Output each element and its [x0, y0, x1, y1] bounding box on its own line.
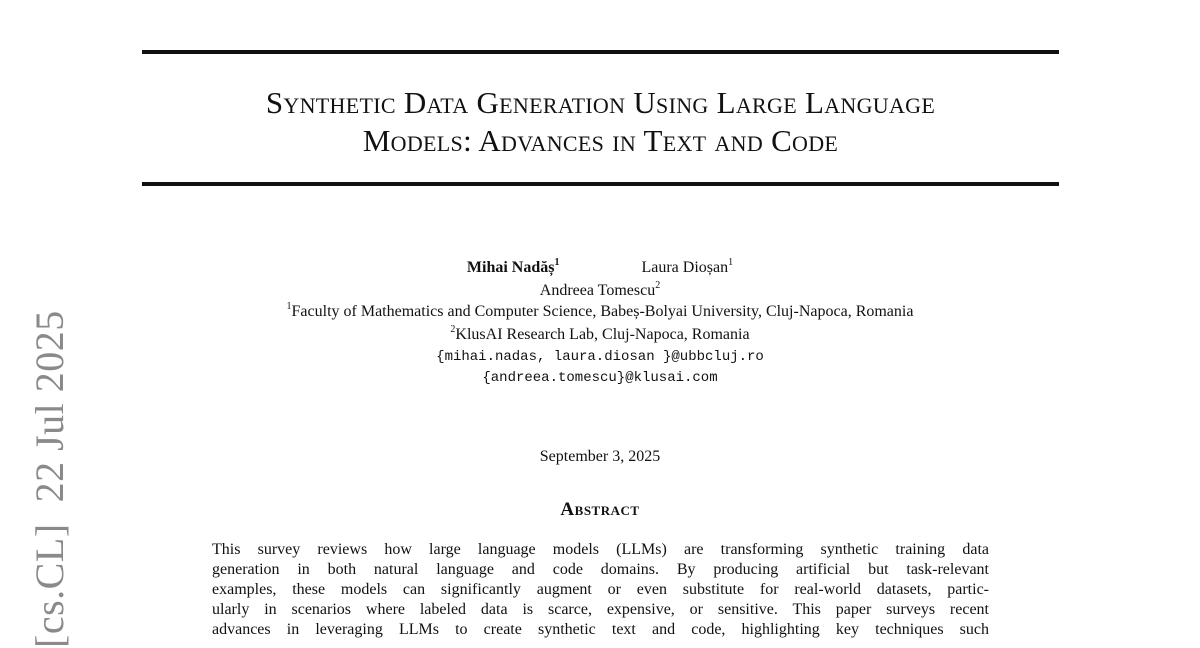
abstract-body	[212, 540, 989, 640]
author-row-1	[0, 256, 1200, 279]
paper-title	[142, 84, 1059, 160]
title-bottom-rule	[142, 182, 1059, 186]
title-line-1: Synthetic Data Generation Using Large Language	[265, 85, 936, 120]
abstract-line: ularly in scenarios where labeled data is scarce, expensive, or sensitive. This paper surveys recent	[212, 601, 989, 618]
arxiv-category: [cs.CL]	[27, 523, 72, 648]
affiliation-2: $^2$KlusAI Research Lab, Cluj-Napoca, Romania	[450, 323, 750, 343]
arxiv-side-stamp	[28, 310, 72, 648]
author-row-2	[0, 279, 1200, 302]
email-line-2: {andreea.tomescu}@klusai.com	[482, 370, 718, 386]
paper-date: September 3, 2025	[539, 448, 661, 465]
arxiv-date: 22 Jul 2025	[27, 310, 72, 503]
title-top-rule	[142, 50, 1059, 54]
abstract-heading: Abstract	[560, 499, 640, 520]
author-name: Laura Dioșan$^1$	[641, 256, 734, 276]
author-name: Andreea Tomescu$^2$	[539, 279, 661, 299]
email-line-1: {mihai.nadas, laura.diosan }@ubbcluj.ro	[436, 349, 764, 365]
author-name: Mihai Nadăș$^1$	[466, 256, 560, 276]
author-block	[0, 256, 1200, 302]
title-line-2: Models: Advances in Text and Code	[362, 123, 839, 158]
abstract-line: advances in leveraging LLMs to create synthetic text and code, highlighting key techniques such	[212, 621, 989, 638]
abstract-line: generation in both natural language and code domains. By producing artificial but task-relevant	[212, 561, 989, 578]
affiliation-1: $^1$Faculty of Mathematics and Computer Science, Babeș-Bolyai University, Cluj-Napoca, Romania	[286, 300, 914, 320]
abstract-line: examples, these models can significantly augment or even substitute for real-world datasets, partic-	[212, 581, 989, 598]
abstract-line: This survey reviews how large language models (LLMs) are transforming synthetic training data	[212, 541, 989, 558]
